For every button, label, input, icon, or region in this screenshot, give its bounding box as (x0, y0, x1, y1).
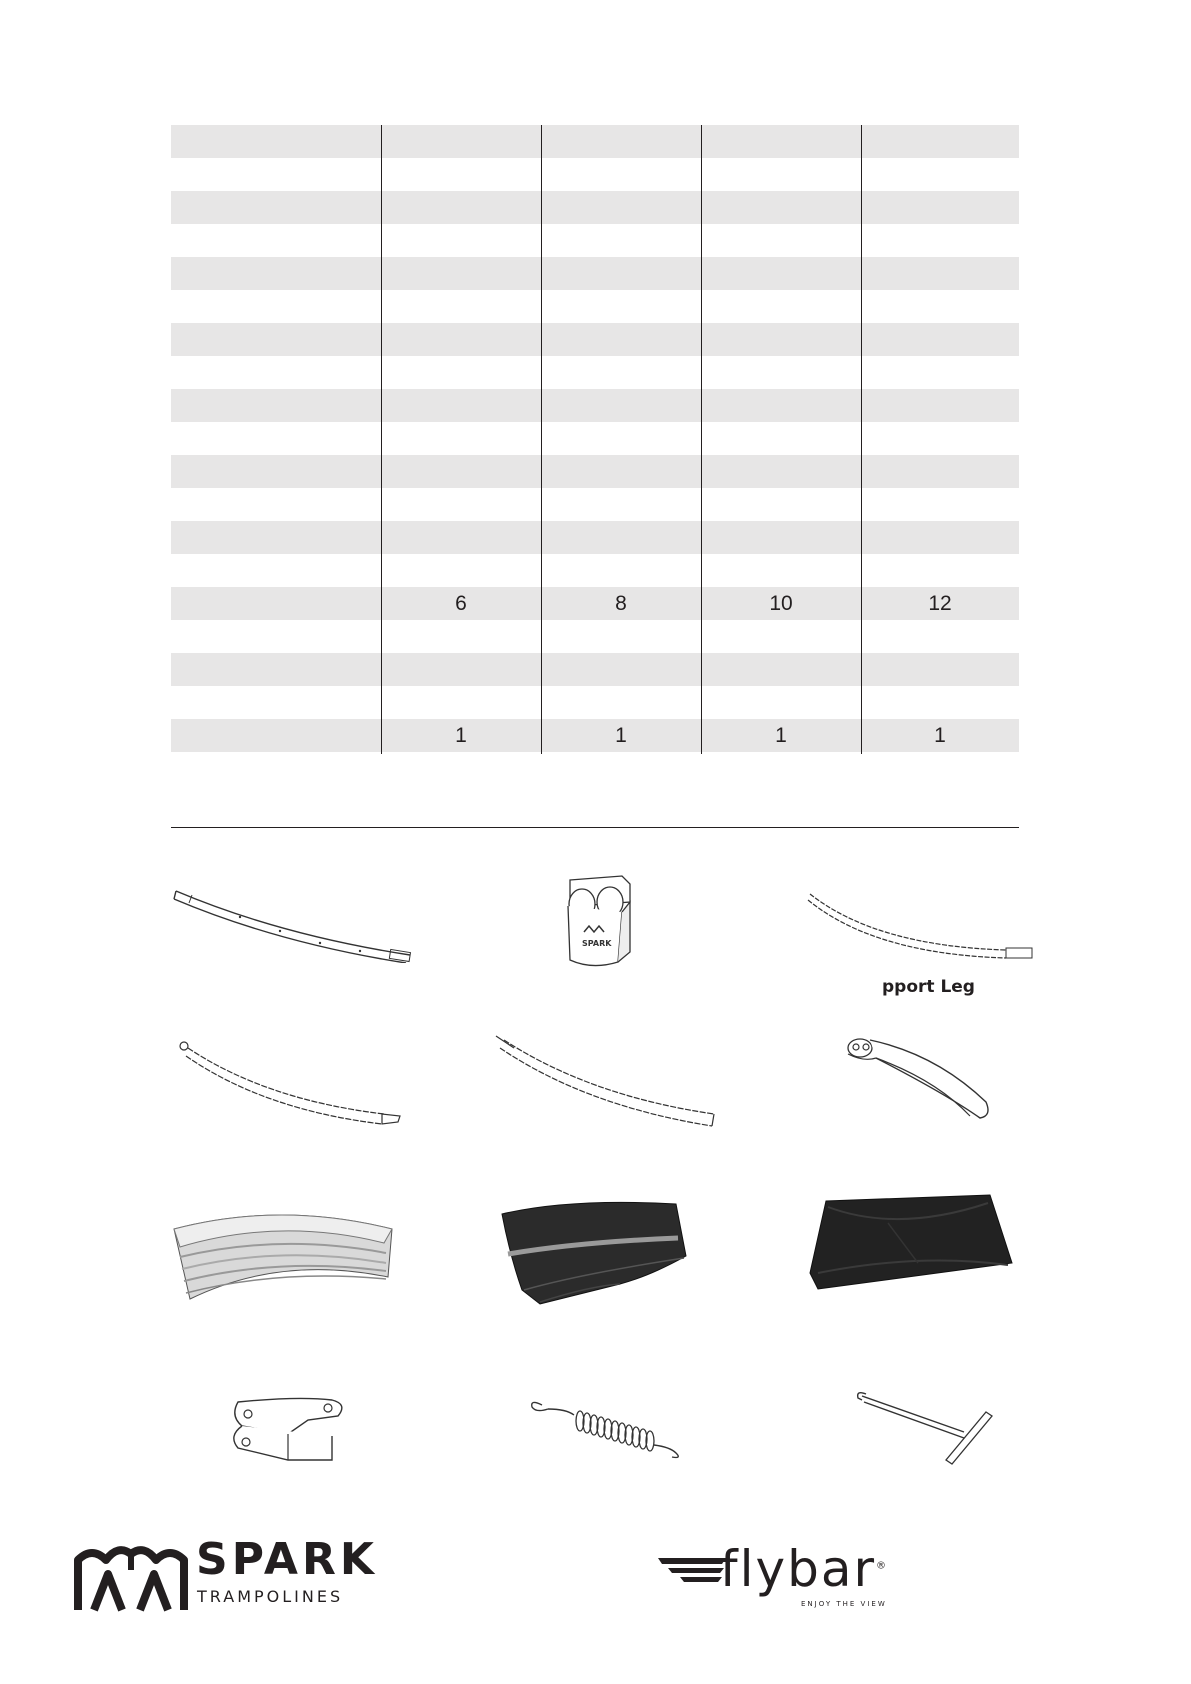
quantity-cell (861, 290, 1019, 323)
quantity-cell (381, 389, 541, 422)
spring-pad-image (170, 1207, 400, 1307)
spark-trampolines-logo (72, 1534, 378, 1612)
quantity-cell: 1 (615, 724, 627, 747)
part-name-cell (171, 521, 381, 554)
quantity-cell (701, 620, 861, 653)
quantity-cell (381, 422, 541, 455)
part-name-cell (171, 488, 381, 521)
quantity-cell (541, 125, 701, 158)
quantity-cell (861, 356, 1019, 389)
quantity-cell (701, 158, 861, 191)
quantity-cell (381, 488, 541, 521)
quantity-cell (861, 620, 1019, 653)
quantity-cell (541, 488, 701, 521)
table-row (171, 587, 1019, 620)
part-name-cell (171, 422, 381, 455)
quantity-cell (381, 356, 541, 389)
quantity-cell (541, 323, 701, 356)
registered-mark: ® (876, 1560, 889, 1572)
quantity-cell: 1 (775, 724, 787, 747)
part-name-cell (171, 224, 381, 257)
table-row (171, 653, 1019, 686)
quantity-cell (541, 554, 701, 587)
quantity-cell (381, 554, 541, 587)
quantity-cell (701, 686, 861, 719)
quantity-cell (861, 191, 1019, 224)
quantity-cell (381, 653, 541, 686)
table-row (171, 257, 1019, 290)
part-name-cell (171, 719, 381, 752)
part-name-cell (171, 191, 381, 224)
quantity-cell (541, 620, 701, 653)
quantity-cell (861, 653, 1019, 686)
quantity-cell (861, 257, 1019, 290)
part-name-cell (171, 323, 381, 356)
parts-table (171, 125, 1019, 752)
quantity-cell (861, 224, 1019, 257)
quantity-cell (861, 488, 1019, 521)
table-row (171, 356, 1019, 389)
part-name-cell (171, 389, 381, 422)
part-name-cell (171, 158, 381, 191)
table-row (171, 719, 1019, 752)
quantity-cell (701, 521, 861, 554)
table-row (171, 389, 1019, 422)
foam-sleeve-image (836, 1032, 996, 1132)
quantity-cell (861, 158, 1019, 191)
part-name-cell (171, 290, 381, 323)
quantity-cell (541, 158, 701, 191)
quantity-cell (381, 290, 541, 323)
table-row (171, 620, 1019, 653)
column-divider (701, 125, 702, 754)
quantity-cell (861, 554, 1019, 587)
quantity-cell (701, 323, 861, 356)
quantity-cell (701, 554, 861, 587)
spark-subtitle: TRAMPOLINES (197, 1587, 344, 1606)
enclosure-pole-lower-image (176, 1038, 416, 1134)
table-row (171, 521, 1019, 554)
quantity-cell (381, 224, 541, 257)
part-name-cell (171, 620, 381, 653)
quantity-cell (381, 125, 541, 158)
quantity-cell (381, 620, 541, 653)
enclosure-pole-upper-image (490, 1030, 730, 1130)
flybar-wordmark: flybar® (720, 1540, 889, 1598)
part-name-cell (171, 686, 381, 719)
quantity-cell (381, 191, 541, 224)
quantity-cell (861, 422, 1019, 455)
quantity-cell (861, 323, 1019, 356)
quantity-cell (701, 488, 861, 521)
quantity-cell (701, 224, 861, 257)
table-row (171, 290, 1019, 323)
table-row (171, 224, 1019, 257)
quantity-cell (381, 323, 541, 356)
quantity-cell (541, 422, 701, 455)
quantity-cell (861, 686, 1019, 719)
part-name-cell (171, 257, 381, 290)
quantity-cell (541, 257, 701, 290)
column-divider (381, 125, 382, 754)
table-row (171, 125, 1019, 158)
connector-brand-text: SPARK (582, 939, 612, 948)
table-row (171, 686, 1019, 719)
quantity-cell (701, 191, 861, 224)
top-frame-tube-image (170, 883, 420, 963)
quantity-cell (541, 224, 701, 257)
table-row (171, 158, 1019, 191)
quantity-cell (541, 290, 701, 323)
column-divider (861, 125, 862, 754)
quantity-cell (861, 521, 1019, 554)
part-name-cell (171, 587, 381, 620)
quantity-cell (701, 455, 861, 488)
column-divider (541, 125, 542, 754)
quantity-cell: 1 (455, 724, 467, 747)
quantity-cell (701, 125, 861, 158)
t-connector-image (560, 872, 640, 972)
spring-image (526, 1393, 690, 1461)
part-name-cell (171, 455, 381, 488)
table-row (171, 455, 1019, 488)
quantity-cell (861, 389, 1019, 422)
part-name-cell (171, 356, 381, 389)
quantity-cell (541, 389, 701, 422)
quantity-cell (541, 521, 701, 554)
quantity-cell (861, 125, 1019, 158)
leg-bracket-image (228, 1394, 358, 1468)
quantity-cell (701, 257, 861, 290)
section-divider (171, 827, 1019, 828)
quantity-cell (541, 653, 701, 686)
flybar-tagline: ENJOY THE VIEW (801, 1600, 887, 1608)
support-leg-tube-image (806, 888, 1046, 966)
table-row (171, 422, 1019, 455)
quantity-cell (701, 653, 861, 686)
quantity-cell (381, 257, 541, 290)
table-row (171, 554, 1019, 587)
table-row (171, 191, 1019, 224)
quantity-cell: 6 (455, 592, 467, 615)
part-name-cell (171, 653, 381, 686)
quantity-cell (541, 455, 701, 488)
safety-net-image (500, 1196, 690, 1306)
quantity-cell (381, 158, 541, 191)
quantity-cell (701, 356, 861, 389)
table-row (171, 488, 1019, 521)
quantity-cell: 1 (934, 724, 946, 747)
jumping-mat-image (808, 1193, 1018, 1293)
quantity-cell (701, 422, 861, 455)
quantity-cell (701, 389, 861, 422)
quantity-cell: 12 (928, 592, 952, 615)
quantity-cell (701, 290, 861, 323)
quantity-cell: 10 (769, 592, 793, 615)
spring-tool-image (852, 1386, 1002, 1466)
quantity-cell (381, 455, 541, 488)
table-row (171, 323, 1019, 356)
part-name-cell (171, 554, 381, 587)
quantity-cell (541, 356, 701, 389)
quantity-cell (381, 521, 541, 554)
spark-wordmark: SPARK (196, 1534, 378, 1585)
part-name-cell (171, 125, 381, 158)
flybar-logo (658, 1540, 930, 1614)
quantity-cell (541, 686, 701, 719)
quantity-cell (541, 191, 701, 224)
support-leg-label: pport Leg (882, 977, 975, 997)
quantity-cell (861, 455, 1019, 488)
spark-mountain-icon (72, 1540, 190, 1612)
quantity-cell (381, 686, 541, 719)
flybar-wing-icon (658, 1556, 728, 1596)
quantity-cell: 8 (615, 592, 627, 615)
